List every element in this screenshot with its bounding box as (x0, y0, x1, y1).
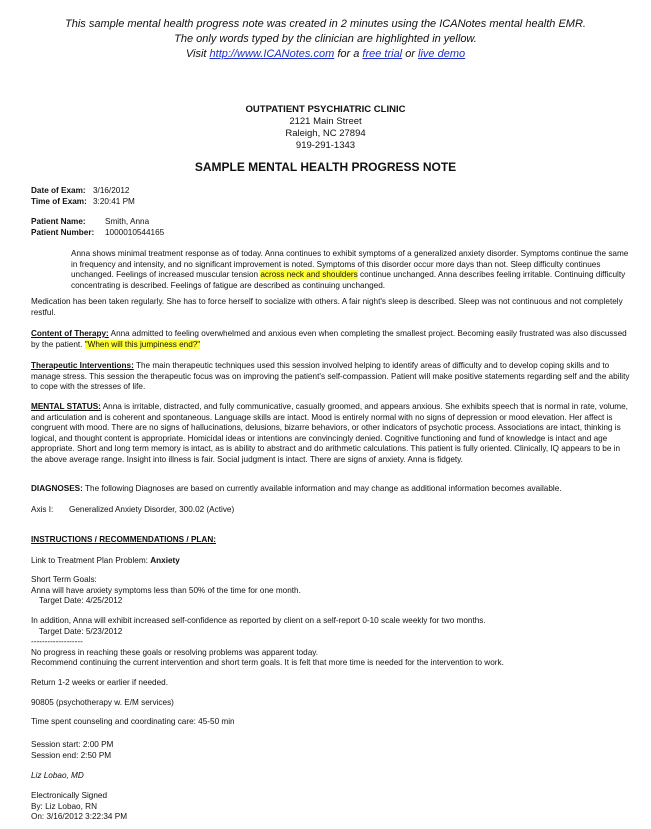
stg-label: Short Term Goals: (31, 575, 97, 584)
live-demo-link[interactable]: live demo (418, 48, 466, 60)
esigned-text: Electronically Signed (31, 791, 108, 800)
medication-paragraph: Medication has been taken regularly. She has to force herself to socialize with others. A fair night's sleep is described. Sleep was not continuous and not completely restful. (31, 297, 623, 317)
goal-2-block (31, 616, 631, 669)
content-of-therapy-text: Anna admitted to feeling overwhelmed and anxious even when completing the smallest project. Becoming easily frustrated was also discussed by the patient. (31, 329, 627, 349)
content-of-therapy-highlight: "When will this jumpiness end?" (84, 339, 201, 349)
session-end: Session end: 2:50 PM (31, 750, 112, 760)
free-trial-link[interactable]: free trial (362, 48, 403, 60)
electronic-signature (31, 791, 631, 823)
exam-info (31, 186, 631, 207)
plan-label: INSTRUCTIONS / RECOMMENDATIONS / PLAN: (31, 535, 216, 544)
content-of-therapy-label: Content of Therapy: (31, 329, 109, 338)
axis-label: Axis I: (31, 505, 54, 514)
or-text: or (405, 48, 415, 60)
mental-status (31, 402, 631, 465)
summary-text-2: continue unchanged. Anna describes feeling irritable. Continuing difficulty concentrating is described. Feelings of fatigue are described as continuing unchanged. (71, 270, 626, 290)
progress-text: No progress in reaching these goals or resolving problems was apparent today. (31, 647, 319, 657)
target-date-2: Target Date: 5/23/2012 (39, 626, 123, 636)
patient-name: Smith, Anna (105, 217, 150, 226)
goal-2: In addition, Anna will exhibit increased self-confidence as reported by client on a self-report 0-10 scale weekly for two months. (31, 616, 486, 625)
therapeutic-interventions (31, 361, 631, 393)
target-date-1: Target Date: 4/25/2012 (39, 596, 123, 605)
clinic-phone: 919-291-1343 (295, 140, 356, 151)
clinic-city: Raleigh, NC 27894 (285, 128, 366, 139)
for-a-text: for a (337, 48, 360, 60)
cpt-code: 90805 (psychotherapy w. E/M services) (31, 698, 174, 707)
content-of-therapy (31, 329, 631, 350)
recommend-text: Recommend continuing the current intervention and short term goals. It is felt that more time is needed for the intervention to work. (31, 658, 504, 667)
exam-time-label: Time of Exam: (31, 196, 87, 206)
intro-line-1: This sample mental health progress note was created in 2 minutes using the ICANotes mental health EMR. (65, 18, 586, 30)
intro-line-3 (0, 47, 651, 62)
summary-highlight: across neck and shoulders (260, 270, 358, 279)
session-times (31, 740, 631, 761)
axis-text: Generalized Anxiety Disorder, 300.02 (Active) (69, 505, 235, 514)
plan-divider: ------------------- (31, 637, 83, 646)
mental-status-text: Anna is irritable, distracted, and fully communicative, casually groomed, and appears anxious. She exhibits speech that is normal in rate, volume, and articulation and is coherent and spontaneous. Language skills are intact. Mood is entirely normal with no signs of depression or mood elevation. Her affect is congruent with mood. There are no signs of hallucinations, delusions, bizarre behaviors, or other indicators of psychotic process. Associations are intact, thinking is logical, and thought content is appropriate. Homicidal ideas or intentions are convincingly denied. Cognitive functioning and fund of knowledge is intact and age appropriate. Short and long term memory is intact, as is ability to abstract and do arithmetic calculations. This patient is fully oriented. Clinically, IQ appears to be in the above average range. Insight into illness is fair. Social judgment is intact. There are signs of anxiety. Anna is fidgety. (31, 402, 628, 464)
summary-paragraph (31, 249, 631, 291)
time-spent: Time spent counseling and coordinating care: 45-50 min (31, 717, 235, 726)
therapeutic-interventions-label: Therapeutic Interventions: (31, 361, 134, 370)
diagnoses (31, 484, 631, 495)
exam-date: 3/16/2012 (93, 186, 130, 195)
goal-1: Anna will have anxiety symptoms less than 50% of the time for one month. (31, 585, 301, 595)
patient-name-label: Patient Name: (31, 217, 86, 226)
patient-info (31, 217, 631, 238)
clinic-street: 2121 Main Street (289, 116, 362, 127)
patient-number-label: Patient Number: (31, 227, 95, 237)
summary-text-1: Anna shows minimal treatment response as of today. Anna continues to exhibit symptoms of a generalized anxiety disorder. Symptoms continue the same in frequency and intensity, and no significant improvement is noted. Symptoms of this disorder occur more days than not. Sleep difficulty continues unchanged. Feelings of increased muscular tension (71, 249, 629, 279)
diagnoses-text: The following Diagnoses are based on currently available information and may change as additional information becomes available. (85, 484, 562, 493)
return-text: Return 1-2 weeks or earlier if needed. (31, 678, 168, 687)
treatment-plan-link (31, 556, 631, 567)
patient-number: 1000010544165 (105, 227, 165, 237)
mental-status-label: MENTAL STATUS: (31, 402, 101, 411)
exam-time: 3:20:41 PM (93, 196, 135, 206)
short-term-goals (31, 575, 631, 607)
intro-line-2: The only words typed by the clinician are highlighted in yellow. (174, 33, 477, 45)
treatment-plan-problem: Anxiety (150, 556, 180, 565)
signed-on: On: 3/16/2012 3:22:34 PM (31, 812, 128, 821)
icanotes-site-link[interactable]: http://www.ICANotes.com (209, 48, 335, 60)
clinic-header (0, 104, 651, 152)
exam-date-label: Date of Exam: (31, 186, 86, 195)
intro-banner (0, 17, 651, 62)
axis-diagnosis (31, 505, 631, 516)
signed-by: By: Liz Lobao, RN (31, 801, 97, 811)
treatment-plan-link-prefix: Link to Treatment Plan Problem: (31, 556, 148, 565)
therapeutic-interventions-text: The main therapeutic techniques used this session involved helping to identify areas of difficulty and to develop coping skills and to manage stress. This session the therapeutic focus was on improving the patient's self-compassion. Patient will make positive statements regarding self and the ability to cope with the stresses of life. (31, 361, 630, 391)
diagnoses-label: DIAGNOSES: (31, 484, 83, 493)
document-title: SAMPLE MENTAL HEALTH PROGRESS NOTE (194, 160, 457, 174)
visit-text: Visit (185, 48, 207, 60)
plan-heading (31, 535, 631, 546)
clinic-name: OUTPATIENT PSYCHIATRIC CLINIC (245, 104, 406, 115)
clinician-name: Liz Lobao, MD (31, 771, 84, 780)
session-start: Session start: 2:00 PM (31, 740, 114, 749)
